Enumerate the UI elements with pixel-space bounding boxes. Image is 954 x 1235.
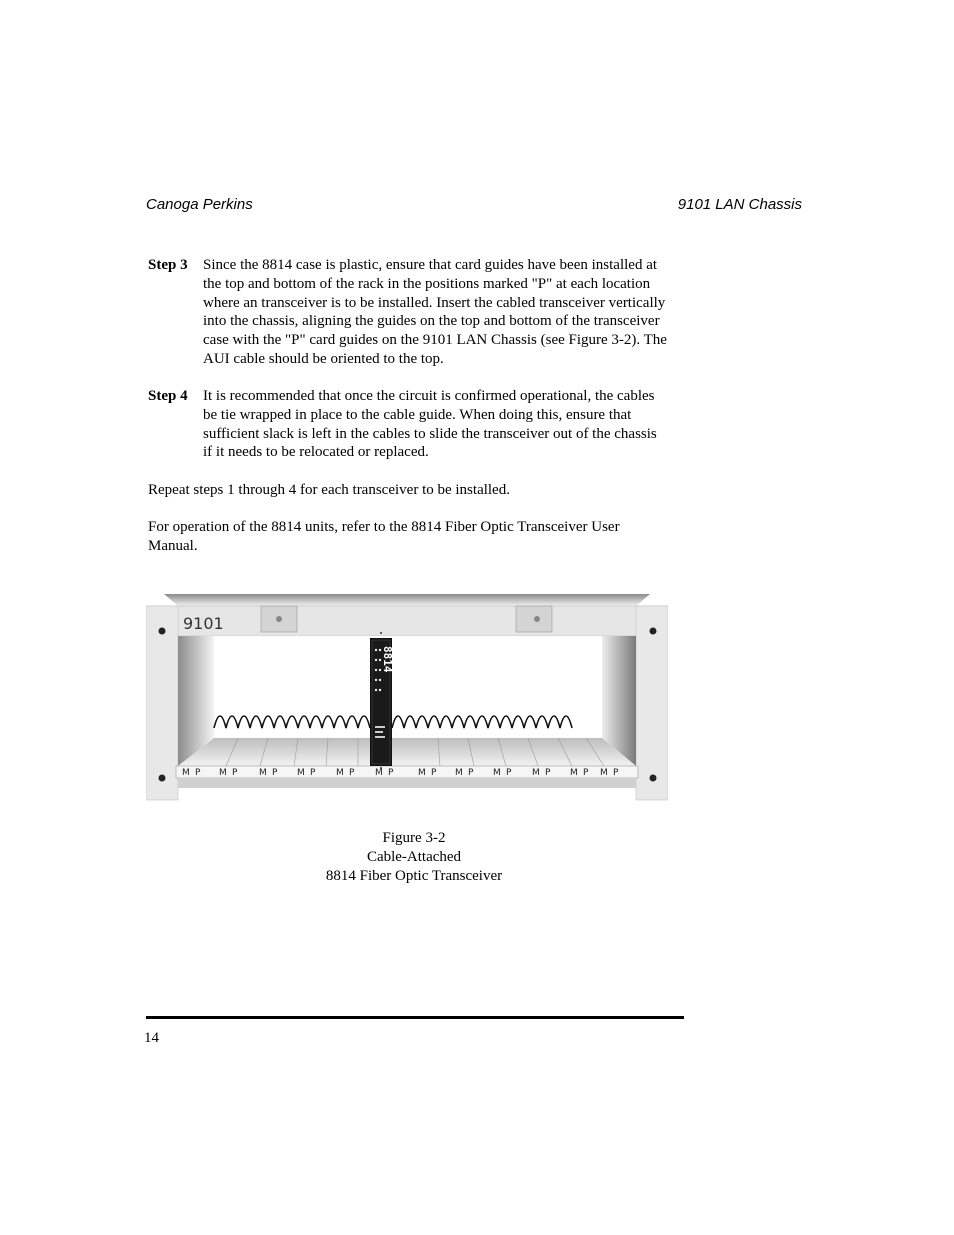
slot-letter-p: P: [195, 768, 201, 778]
slot-letter-p: P: [583, 768, 589, 778]
slot-letter-p: P: [310, 768, 316, 778]
running-header-right: 9101 LAN Chassis: [677, 196, 802, 213]
slot-letter-m: M: [219, 768, 227, 778]
paragraph-repeat: Repeat steps 1 through 4 for each transceiver to be installed.: [148, 482, 510, 498]
step-label: Step 4: [148, 388, 188, 404]
figure-chassis: [146, 590, 668, 802]
slot-letter-p: P: [468, 768, 474, 778]
slot-letter-m: M: [455, 768, 463, 778]
caption-line: 8814 Fiber Optic Transceiver: [325, 868, 503, 884]
slot-letter-m: M: [297, 768, 305, 778]
slot-letter-m: M: [418, 768, 426, 778]
step-text: It is recommended that once the circuit is confirmed operational, the cables be tie wrapped in place to the cable guide. When doing this, ensure that sufficient slack is left in the cables to slide the transceiver out of the chassis if it needs to be relocated or replaced.: [203, 388, 657, 461]
step-label: Step 3: [148, 257, 188, 273]
slot-letter-p: P: [431, 768, 437, 778]
caption-figure-number: Figure 3-2: [382, 830, 446, 846]
footer-rule: [146, 1016, 684, 1019]
step-4: [148, 387, 668, 463]
chassis-model-label: 9101: [183, 614, 224, 633]
figure-caption: [290, 829, 538, 886]
transceiver-model-label: 8814: [381, 646, 394, 673]
slot-letter-p: P: [232, 768, 238, 778]
caption-line: Cable-Attached: [366, 849, 462, 865]
slot-letter-p: P: [272, 768, 278, 778]
running-header-left: Canoga Perkins: [146, 196, 253, 213]
step-3: [148, 256, 668, 370]
slot-letter-p: P: [545, 768, 551, 778]
slot-letter-m: M: [259, 768, 267, 778]
page-number: 14: [144, 1030, 159, 1046]
slot-letter-m: M: [570, 768, 578, 778]
slot-letter-p: P: [349, 768, 355, 778]
slot-letter-m: M: [532, 768, 540, 778]
slot-letter-m: M: [600, 768, 608, 778]
slot-letter-m: M: [336, 768, 344, 778]
slot-letter-m: M: [493, 768, 501, 778]
slot-letter-p: P: [613, 768, 619, 778]
slot-letter-m: M: [182, 768, 190, 778]
paragraph-operation: For operation of the 8814 units, refer to the 8814 Fiber Optic Transceiver User Manual.: [148, 519, 620, 554]
slot-letter-p: P: [506, 768, 512, 778]
slot-letter-m: M: [375, 768, 383, 778]
slot-letter-p: P: [388, 768, 394, 778]
step-text: Since the 8814 case is plastic, ensure that card guides have been installed at the top and bottom of the rack in the positions marked "P" at each location where an transceiver is to be installed. Insert the cabled transceiver vertically into the chassis, aligning the guides on the top and bottom of the transceiver case with the "P" card guides on the 9101 LAN Chassis (see Figure 3-2). The AUI cable should be oriented to the top.: [203, 257, 667, 367]
